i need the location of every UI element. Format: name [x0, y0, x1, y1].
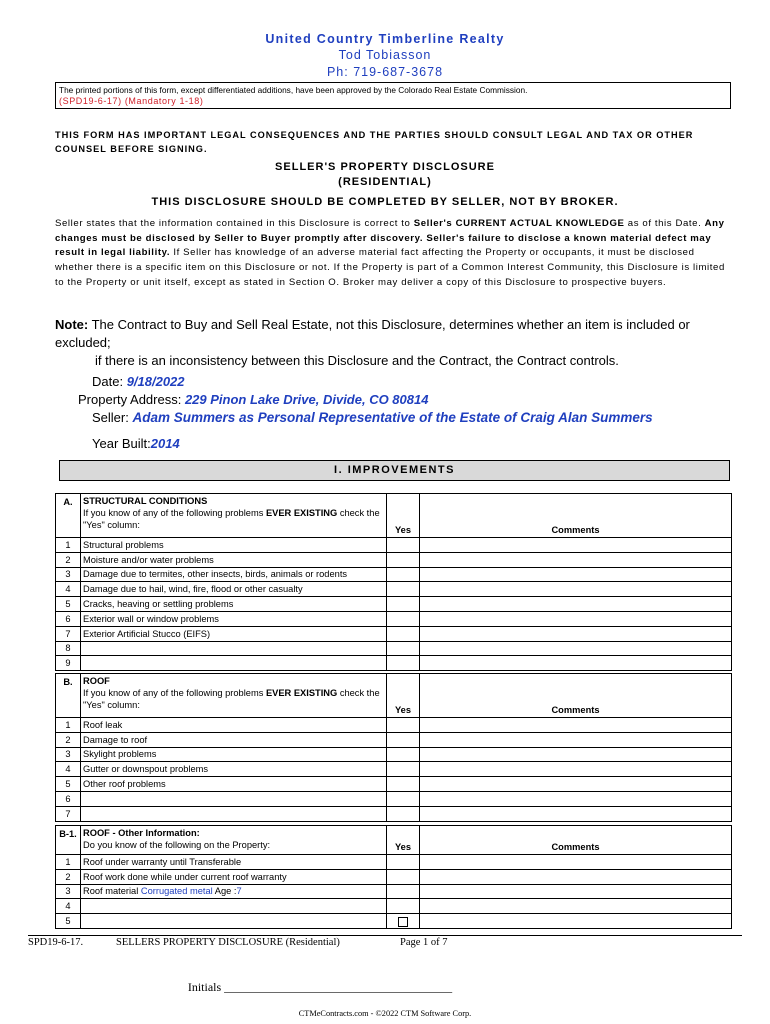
intro-text-1: Seller states that the information contained in this Disclosure is correct to [55, 218, 414, 229]
form-code: (SPD19-6-17) (Mandatory 1-18) [59, 96, 204, 106]
form-title: SELLER'S PROPERTY DISCLOSURE [275, 161, 495, 173]
row-number: 1 [56, 538, 81, 553]
row-number: 8 [56, 641, 81, 656]
row-suffix: Age : [212, 886, 237, 897]
comments-cell[interactable] [420, 899, 732, 914]
comments-column-header: Comments [420, 494, 732, 538]
comments-cell[interactable] [420, 869, 732, 884]
table-header-row [56, 494, 732, 538]
yes-cell[interactable] [387, 582, 420, 597]
row-number: 4 [56, 762, 81, 777]
year-label: Year Built: [92, 436, 151, 451]
row-number: 4 [56, 899, 81, 914]
row-label [81, 567, 387, 582]
table-row [56, 626, 732, 641]
desc-text: If you know of any of the following problems [83, 688, 266, 698]
row-number: 5 [56, 777, 81, 792]
row-label [81, 914, 387, 929]
table-row [56, 656, 732, 671]
intro-text-3: If Seller has knowledge of an adverse material fact affecting the Property or occupants, it must be disclosed whether there is a specific item on this Disclosure or not. If the Property is part of a Common Interest Community, this Disclosure is limited to the Property or unit itself, except as stated in Section O. Broker may deliver a copy of this Disclosure to prospective buyers. [55, 247, 725, 288]
row-label [81, 626, 387, 641]
footer-page-number: Page 1 of 7 [400, 937, 448, 948]
roof-other-info-table [55, 825, 732, 929]
yes-cell[interactable] [387, 641, 420, 656]
row-number: 3 [56, 747, 81, 762]
yes-cell[interactable] [387, 626, 420, 641]
yes-cell[interactable] [387, 791, 420, 806]
comments-cell[interactable] [420, 626, 732, 641]
row-number: 3 [56, 884, 81, 899]
row-label-text: Exterior wall or window problems [83, 613, 219, 624]
row-label-text: Skylight problems [83, 749, 157, 760]
yes-checkbox[interactable] [398, 917, 408, 927]
row-label [81, 791, 387, 806]
yes-cell[interactable] [387, 884, 420, 899]
table-row [56, 582, 732, 597]
comments-column-header: Comments [420, 674, 732, 718]
desc-text: If you know of any of the following problems [83, 508, 266, 518]
table-row [56, 611, 732, 626]
row-label [81, 582, 387, 597]
yes-cell[interactable] [387, 732, 420, 747]
table-row [56, 641, 732, 656]
row-number: 7 [56, 806, 81, 821]
row-label-text: Roof work done while under current roof warranty [83, 871, 287, 882]
table-row [56, 884, 732, 899]
date-row [92, 374, 185, 389]
yes-cell[interactable] [387, 718, 420, 733]
section-title: ROOF [83, 676, 110, 686]
table-row [56, 914, 732, 929]
row-label [81, 656, 387, 671]
row-label-text: Exterior Artificial Stucco (EIFS) [83, 628, 211, 639]
note-block [55, 316, 735, 370]
comments-cell[interactable] [420, 582, 732, 597]
row-label [81, 899, 387, 914]
row-label-text: Other roof problems [83, 779, 166, 790]
note-line-2: if there is an inconsistency between this Disclosure and the Contract, the Contract controls. [95, 353, 619, 368]
table-header-row [56, 674, 732, 718]
form-titles [0, 160, 770, 210]
table-row [56, 791, 732, 806]
date-value[interactable]: 9/18/2022 [126, 374, 185, 389]
table-row [56, 762, 732, 777]
roof-table [55, 673, 732, 822]
row-label-text: Damage due to termites, other insects, birds, animals or rodents [83, 569, 348, 580]
seller-value[interactable]: Adam Summers as Personal Representative of the Estate of Craig Alan Summers [132, 410, 653, 425]
comments-cell[interactable] [420, 567, 732, 582]
row-number: 4 [56, 582, 81, 597]
row-number: 1 [56, 718, 81, 733]
year-row [92, 436, 180, 451]
table-row [56, 552, 732, 567]
row-value-2[interactable]: 7 [236, 886, 242, 897]
table-row [56, 718, 732, 733]
form-instruction: THIS DISCLOSURE SHOULD BE COMPLETED BY SELLER, NOT BY BROKER. [151, 196, 619, 208]
row-label-text: Moisture and/or water problems [83, 554, 214, 565]
comments-cell[interactable] [420, 914, 732, 929]
seller-label: Seller: [92, 410, 133, 425]
form-subtitle: (RESIDENTIAL) [338, 176, 432, 188]
company-name: United Country Timberline Realty [265, 32, 505, 46]
comments-cell[interactable] [420, 552, 732, 567]
yes-column-header: Yes [387, 826, 420, 855]
address-value[interactable]: 229 Pinon Lake Drive, Divide, CO 80814 [184, 392, 429, 407]
yes-cell[interactable] [387, 762, 420, 777]
row-label [81, 597, 387, 612]
intro-paragraph [55, 217, 725, 291]
row-label-text: Damage due to hail, wind, fire, flood or other casualty [83, 584, 303, 595]
row-label [81, 732, 387, 747]
table-header-row [56, 826, 732, 855]
comments-cell[interactable] [420, 538, 732, 553]
footer-form-code: SPD19-6-17. [28, 937, 84, 948]
structural-conditions-table [55, 493, 732, 671]
approval-text: The printed portions of this form, except differentiated additions, have been approved by the Colorado Real Estate Commission. [59, 85, 528, 95]
section-letter: A. [56, 494, 81, 538]
comments-cell[interactable] [420, 656, 732, 671]
yes-cell[interactable] [387, 855, 420, 870]
intro-bold-1: Seller's CURRENT ACTUAL KNOWLEDGE [413, 218, 625, 229]
row-label-text: Damage to roof [83, 734, 148, 745]
yes-cell[interactable] [387, 806, 420, 821]
table-row [56, 855, 732, 870]
footer-form-name: SELLERS PROPERTY DISCLOSURE (Residential) [116, 937, 340, 948]
row-label-text: Gutter or downspout problems [83, 764, 209, 775]
row-label [81, 611, 387, 626]
row-number: 3 [56, 567, 81, 582]
comments-cell[interactable] [420, 777, 732, 792]
yes-cell[interactable] [387, 656, 420, 671]
yes-cell[interactable] [387, 914, 420, 929]
section-description [83, 687, 384, 711]
comments-column-header: Comments [420, 826, 732, 855]
comments-cell[interactable] [420, 762, 732, 777]
yes-cell[interactable] [387, 899, 420, 914]
year-value[interactable]: 2014 [150, 436, 180, 451]
initials-line[interactable]: Initials ______________________________________ [187, 980, 453, 994]
comments-cell[interactable] [420, 597, 732, 612]
yes-column-header: Yes [387, 494, 420, 538]
row-value[interactable]: Corrugated metal [140, 886, 213, 897]
note-label: Note: [55, 317, 89, 332]
table-row [56, 747, 732, 762]
address-label: Property Address: [78, 392, 185, 407]
row-label [81, 538, 387, 553]
row-label [81, 806, 387, 821]
yes-cell[interactable] [387, 747, 420, 762]
desc-bold: EVER EXISTING [265, 508, 338, 518]
section-heading [81, 494, 387, 538]
table-row [56, 597, 732, 612]
copyright-notice: CTMeContracts.com - ©2022 CTM Software Corp. [298, 1009, 472, 1018]
table-row [56, 899, 732, 914]
section-heading [81, 826, 387, 855]
section-letter: B-1. [56, 826, 81, 855]
row-number: 2 [56, 552, 81, 567]
agent-phone: Ph: 719-687-3678 [326, 65, 444, 79]
section-heading [81, 674, 387, 718]
legal-warning: THIS FORM HAS IMPORTANT LEGAL CONSEQUENCES AND THE PARTIES SHOULD CONSULT LEGAL AND TAX OR OTHER COUNSEL BEFORE SIGNING. [55, 130, 694, 154]
row-label [81, 855, 387, 870]
row-number: 6 [56, 611, 81, 626]
table-row [56, 869, 732, 884]
row-label [81, 718, 387, 733]
section-header-improvements: I. IMPROVEMENTS [59, 460, 730, 481]
section-title: ROOF - Other Information: [83, 828, 200, 838]
yes-cell[interactable] [387, 567, 420, 582]
yes-column-header: Yes [387, 674, 420, 718]
comments-cell[interactable] [420, 732, 732, 747]
row-number: 9 [56, 656, 81, 671]
row-number: 5 [56, 597, 81, 612]
yes-cell[interactable] [387, 552, 420, 567]
row-number: 5 [56, 914, 81, 929]
comments-cell[interactable] [420, 791, 732, 806]
row-label [81, 641, 387, 656]
table-row [56, 777, 732, 792]
address-row [78, 392, 428, 407]
desc-text-2: check the "Yes" column: [83, 688, 380, 710]
table-row [56, 806, 732, 821]
note-line-1: The Contract to Buy and Sell Real Estate, not this Disclosure, determines whether an item is included or excluded; [55, 317, 690, 350]
row-number: 6 [56, 791, 81, 806]
table-row [56, 567, 732, 582]
comments-cell[interactable] [420, 884, 732, 899]
date-label: Date: [92, 374, 127, 389]
row-label [81, 762, 387, 777]
yes-cell[interactable] [387, 869, 420, 884]
row-label-text: Roof material [83, 886, 141, 897]
section-description: Do you know of the following on the Property: [83, 840, 271, 850]
yes-cell[interactable] [387, 538, 420, 553]
row-label-text: Roof under warranty until Transferable [83, 856, 242, 867]
desc-bold: EVER EXISTING [265, 688, 338, 698]
table-row [56, 732, 732, 747]
table-row [56, 538, 732, 553]
section-letter: B. [56, 674, 81, 718]
comments-cell[interactable] [420, 806, 732, 821]
comments-cell[interactable] [420, 641, 732, 656]
row-label [81, 552, 387, 567]
row-label-text: Roof leak [83, 719, 123, 730]
row-label [81, 869, 387, 884]
row-label [81, 884, 387, 899]
agent-name: Tod Tobiasson [338, 48, 432, 62]
page-footer [28, 935, 742, 948]
comments-cell[interactable] [420, 718, 732, 733]
comments-cell[interactable] [420, 747, 732, 762]
page-header [0, 32, 770, 81]
yes-cell[interactable] [387, 777, 420, 792]
row-number: 2 [56, 869, 81, 884]
intro-bold-2: Any changes must be disclosed by Seller to Buyer promptly after discovery. Seller's failure to disclose a known material defect may result in legal liability. [55, 218, 725, 259]
section-title: STRUCTURAL CONDITIONS [83, 496, 208, 506]
desc-text-2: check the "Yes" column: [83, 508, 380, 530]
approval-box [55, 82, 731, 109]
row-number: 2 [56, 732, 81, 747]
row-number: 7 [56, 626, 81, 641]
comments-cell[interactable] [420, 611, 732, 626]
yes-cell[interactable] [387, 611, 420, 626]
row-label-text: Cracks, heaving or settling problems [83, 599, 234, 610]
row-label-text: Structural problems [83, 539, 164, 550]
comments-cell[interactable] [420, 855, 732, 870]
section-description [83, 507, 384, 531]
intro-text-2: as of this Date. [624, 218, 705, 229]
yes-cell[interactable] [387, 597, 420, 612]
row-label [81, 777, 387, 792]
row-label [81, 747, 387, 762]
seller-row [92, 410, 653, 425]
row-number: 1 [56, 855, 81, 870]
